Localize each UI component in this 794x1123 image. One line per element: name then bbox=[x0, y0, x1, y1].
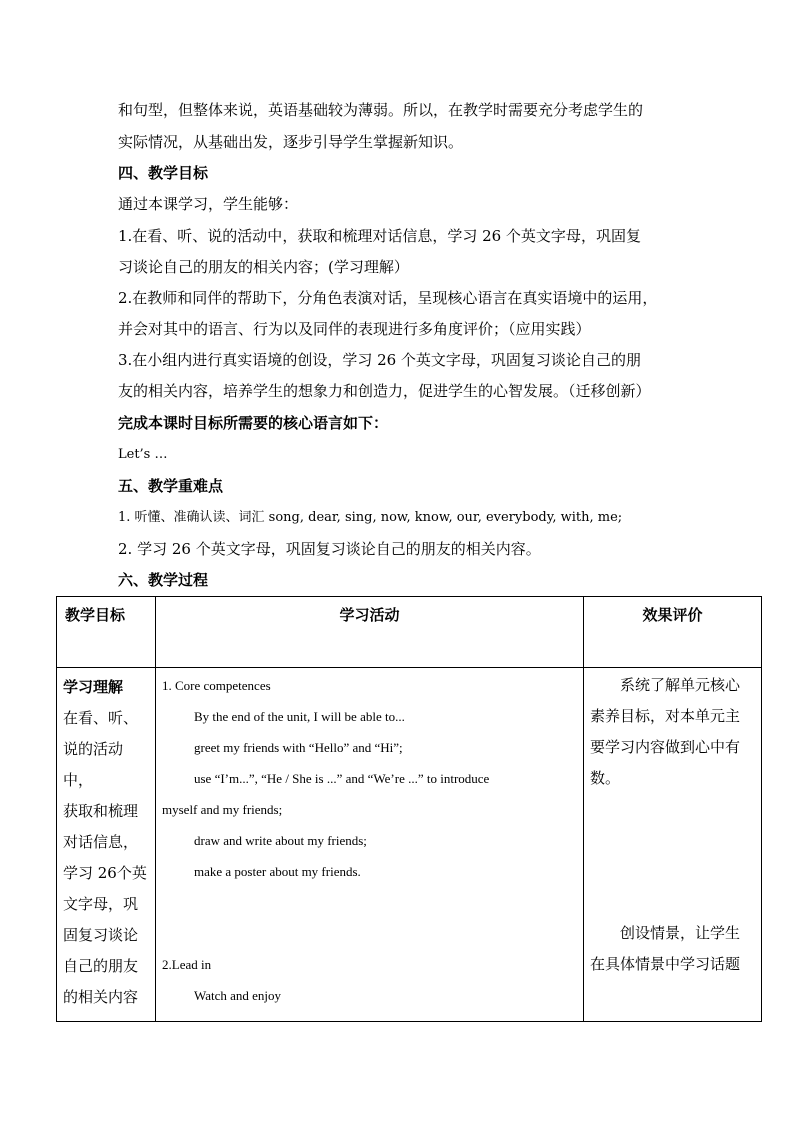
objective-line: 学习 26个英 bbox=[63, 864, 147, 882]
evaluation-2-line: 创设情景，让学生 bbox=[620, 924, 741, 942]
evaluation-cell bbox=[584, 668, 762, 1022]
goals-intro: 通过本课学习，学生能够： bbox=[118, 195, 299, 213]
core-language-heading: 完成本课时目标所需要的核心语言如下： bbox=[118, 414, 389, 432]
header-activity: 学习活动 bbox=[156, 597, 584, 668]
header-evaluation: 效果评价 bbox=[584, 597, 762, 668]
activity-1-item: draw and write about my friends; bbox=[194, 833, 367, 848]
activity-1-item: use “I’m...”, “He / She is ...” and “We’re ...” to introduce bbox=[194, 771, 490, 786]
activity-1-item: make a poster about my friends. bbox=[194, 864, 361, 879]
evaluation-spacer bbox=[590, 794, 755, 918]
section-5-heading: 五、教学重难点 bbox=[118, 477, 224, 495]
goal-line-6: 友的相关内容，培养学生的想象力和创造力，促进学生的心智发展。（迁移创新） bbox=[118, 382, 651, 400]
key-point-2: 2. 学习 26 个英文字母，巩固复习谈论自己的朋友的相关内容。 bbox=[118, 540, 541, 558]
objective-cell bbox=[57, 668, 156, 1022]
objective-line: 固复习谈论 bbox=[63, 926, 139, 944]
activity-spacer bbox=[162, 887, 577, 949]
teaching-process-table bbox=[56, 596, 762, 1022]
goal-line-4: 并会对其中的语言、行为以及同伴的表现进行多角度评价；（应用实践） bbox=[118, 320, 591, 338]
objective-line: 文字母，巩 bbox=[63, 895, 139, 913]
objective-label: 学习理解 bbox=[63, 678, 124, 696]
goal-line-5: 3.在小组内进行真实语境的创设，学习 26 个英文字母，巩固复习谈论自己的朋 bbox=[118, 351, 641, 369]
goal-line-2: 习谈论自己的朋友的相关内容；(学习理解） bbox=[118, 258, 409, 276]
objective-line: 对话信息， bbox=[63, 833, 139, 851]
objective-line: 自己的朋友 bbox=[63, 957, 139, 975]
objective-line: 在看、听、 bbox=[63, 709, 139, 727]
evaluation-2-line: 在具体情景中学习话题 bbox=[590, 955, 741, 973]
activity-cell bbox=[156, 668, 584, 1022]
activity-1-title: 1. Core competences bbox=[162, 678, 271, 693]
section-4-heading: 四、教学目标 bbox=[118, 164, 209, 182]
table-row bbox=[57, 668, 762, 1022]
key-point-1: 1. 听懂、准确认读、词汇 song, dear, sing, now, know, our, everybody, with, me; bbox=[118, 510, 623, 525]
activity-1-item: myself and my friends; bbox=[162, 802, 283, 817]
header-objective: 教学目标 bbox=[57, 597, 156, 668]
activity-2-item: Watch and enjoy bbox=[194, 988, 282, 1003]
objective-line: 说的活动中， bbox=[63, 740, 124, 789]
goal-line-1: 1.在看、听、说的活动中，获取和梳理对话信息，学习 26 个英文字母，巩固复 bbox=[118, 227, 641, 245]
core-language: Let’s … bbox=[118, 447, 168, 462]
activity-1-item: greet my friends with “Hello” and “Hi”; bbox=[194, 740, 403, 755]
intro-line-2: 实际情况，从基础出发，逐步引导学生掌握新知识。 bbox=[118, 133, 464, 151]
activity-1-item: By the end of the unit, I will be able to... bbox=[194, 709, 405, 724]
table-header-row bbox=[57, 597, 762, 668]
activity-2-title: 2.Lead in bbox=[162, 957, 212, 972]
evaluation-1-line: 系统了解单元核心 bbox=[620, 676, 741, 694]
evaluation-1-line: 数。 bbox=[590, 769, 621, 787]
goal-line-3: 2.在教师和同伴的帮助下，分角色表演对话，呈现核心语言在真实语境中的运用， bbox=[118, 289, 658, 307]
evaluation-1-line: 要学习内容做到心中有 bbox=[590, 738, 741, 756]
intro-line-1: 和句型，但整体来说，英语基础较为薄弱。所以，在教学时需要充分考虑学生的 bbox=[118, 101, 644, 119]
objective-line: 的相关内容 bbox=[63, 988, 139, 1006]
objective-line: 获取和梳理 bbox=[63, 802, 139, 820]
section-6-heading: 六、教学过程 bbox=[118, 571, 209, 589]
evaluation-1-line: 素养目标，对本单元主 bbox=[590, 707, 741, 725]
